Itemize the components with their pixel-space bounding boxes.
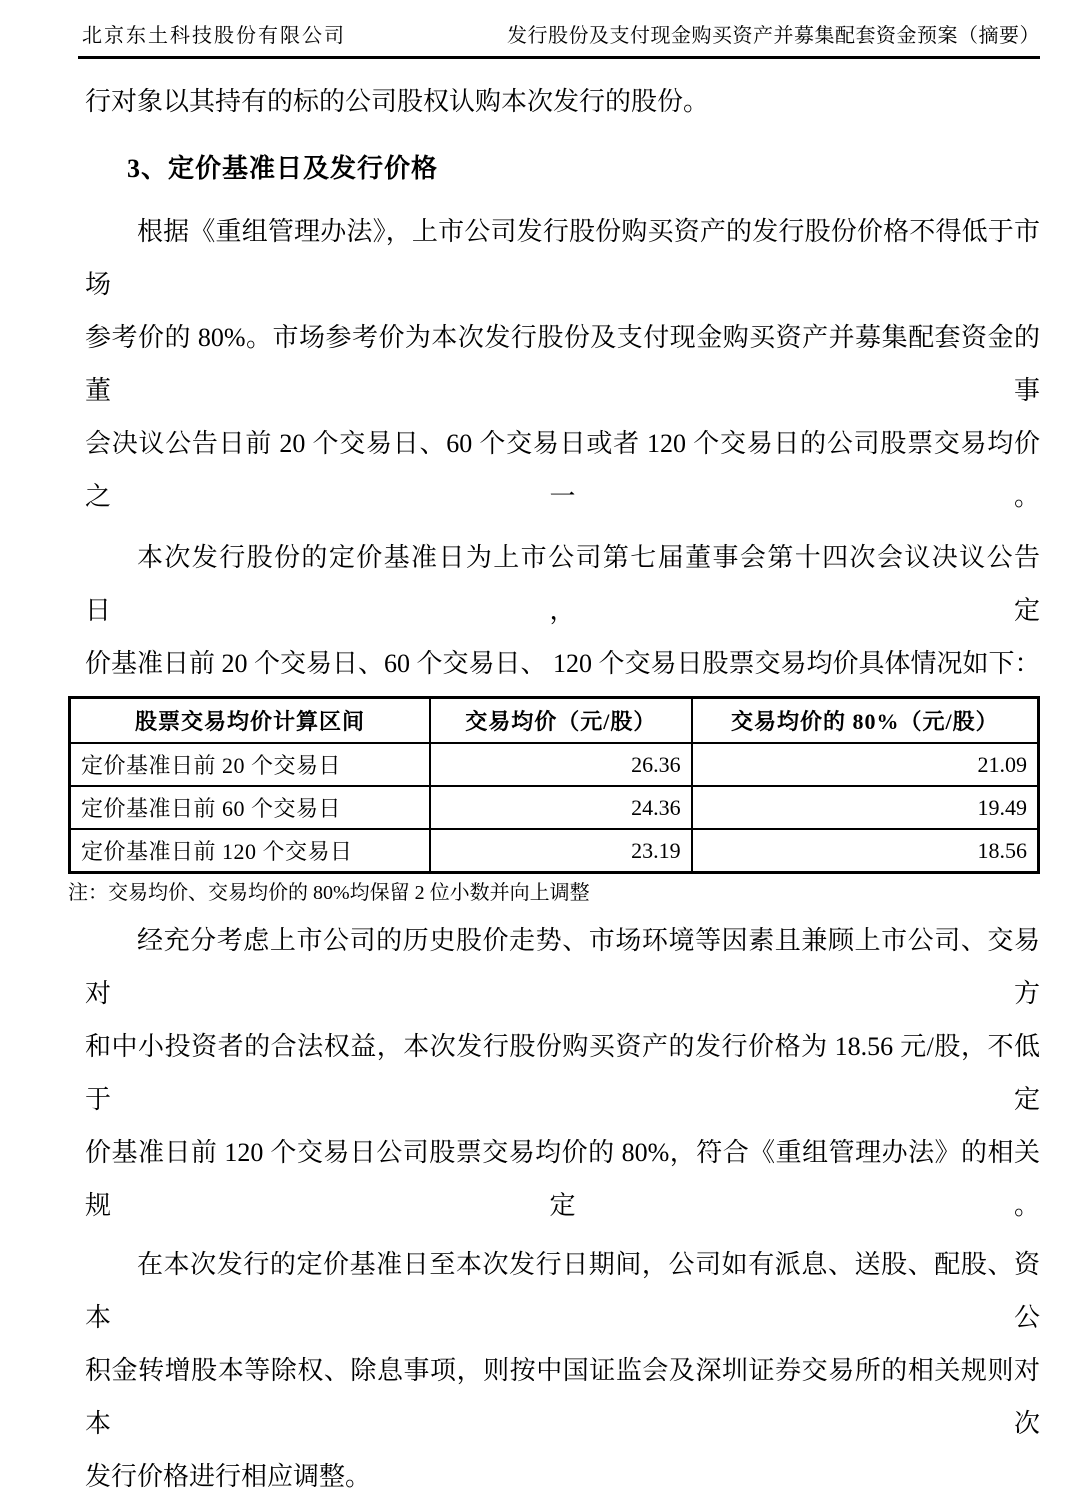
- body-text-lower: [85, 914, 1040, 1503]
- table-cell-interval: 定价基准日前 120 个交易日: [70, 829, 430, 873]
- paragraph-line: 会决议公告日前 20 个交易日、60 个交易日或者 120 个交易日的公司股票交易均价之一。: [85, 429, 1040, 511]
- paragraph-line: 积金转增股本等除权、除息事项，则按中国证监会及深圳证券交易所的相关规则对本次: [85, 1356, 1040, 1438]
- table-row: [70, 829, 1039, 873]
- table-cell-interval: 定价基准日前 20 个交易日: [70, 743, 430, 786]
- table-cell-avg-price: 24.36: [430, 786, 692, 829]
- page-content: [68, 75, 1040, 1503]
- paragraph-line: 发行价格进行相应调整。: [85, 1462, 372, 1491]
- table-cell-avg-price: 26.36: [430, 743, 692, 786]
- paragraph-3: [85, 914, 1040, 1232]
- table-cell-avg-price-80pct: 21.09: [692, 743, 1039, 786]
- table-cell-avg-price: 23.19: [430, 829, 692, 873]
- table-cell-avg-price-80pct: 19.49: [692, 786, 1039, 829]
- table-note: 注：交易均价、交易均价的 80%均保留 2 位小数并向上调整: [68, 882, 590, 904]
- paragraph-line: 经充分考虑上市公司的历史股价走势、市场环境等因素且兼顾上市公司、交易对方: [85, 926, 1040, 1008]
- paragraph-line: 参考价的 80%。市场参考价为本次发行股份及支付现金购买资产并募集配套资金的董事: [85, 323, 1040, 405]
- paragraph-line: 根据《重组管理办法》，上市公司发行股份购买资产的发行股份价格不得低于市场: [85, 217, 1040, 299]
- table-header-avg-price: 交易均价（元/股）: [430, 698, 692, 744]
- table-header-interval: 股票交易均价计算区间: [70, 698, 430, 744]
- table-header-row: [70, 698, 1039, 744]
- paragraph-line: 和中小投资者的合法权益，本次发行股份购买资产的发行价格为 18.56 元/股，不低于定: [85, 1032, 1040, 1114]
- paragraph-line: 本次发行股份的定价基准日为上市公司第七届董事会第十四次会议决议公告日，定: [85, 543, 1040, 625]
- page-header: [78, 0, 1040, 59]
- table-header-avg-price-80pct: 交易均价的 80%（元/股）: [692, 698, 1039, 744]
- table-cell-avg-price-80pct: 18.56: [692, 829, 1039, 873]
- body-text: [85, 75, 1040, 690]
- paragraph-line: 价基准日前 120 个交易日公司股票交易均价的 80%，符合《重组管理办法》的相关规定。: [85, 1138, 1040, 1220]
- paragraph-line: 在本次发行的定价基准日至本次发行日期间，公司如有派息、送股、配股、资本公: [85, 1250, 1040, 1332]
- paragraph-2: [85, 531, 1040, 690]
- intro-line: 行对象以其持有的标的公司股权认购本次发行的股份。: [85, 87, 710, 116]
- paragraph-line: 价基准日前 20 个交易日、60 个交易日、 120 个交易日股票交易均价具体情况如下：: [85, 649, 1041, 678]
- header-company-name: 北京东土科技股份有限公司: [82, 25, 346, 47]
- paragraph-4: [85, 1238, 1040, 1503]
- section-heading: 3、定价基准日及发行价格: [127, 154, 439, 183]
- table-row: [70, 786, 1039, 829]
- price-table: [68, 696, 1040, 874]
- paragraph-1: [85, 205, 1040, 523]
- table-row: [70, 743, 1039, 786]
- header-document-title: 发行股份及支付现金购买资产并募集配套资金预案（摘要）: [507, 25, 1040, 47]
- table-cell-interval: 定价基准日前 60 个交易日: [70, 786, 430, 829]
